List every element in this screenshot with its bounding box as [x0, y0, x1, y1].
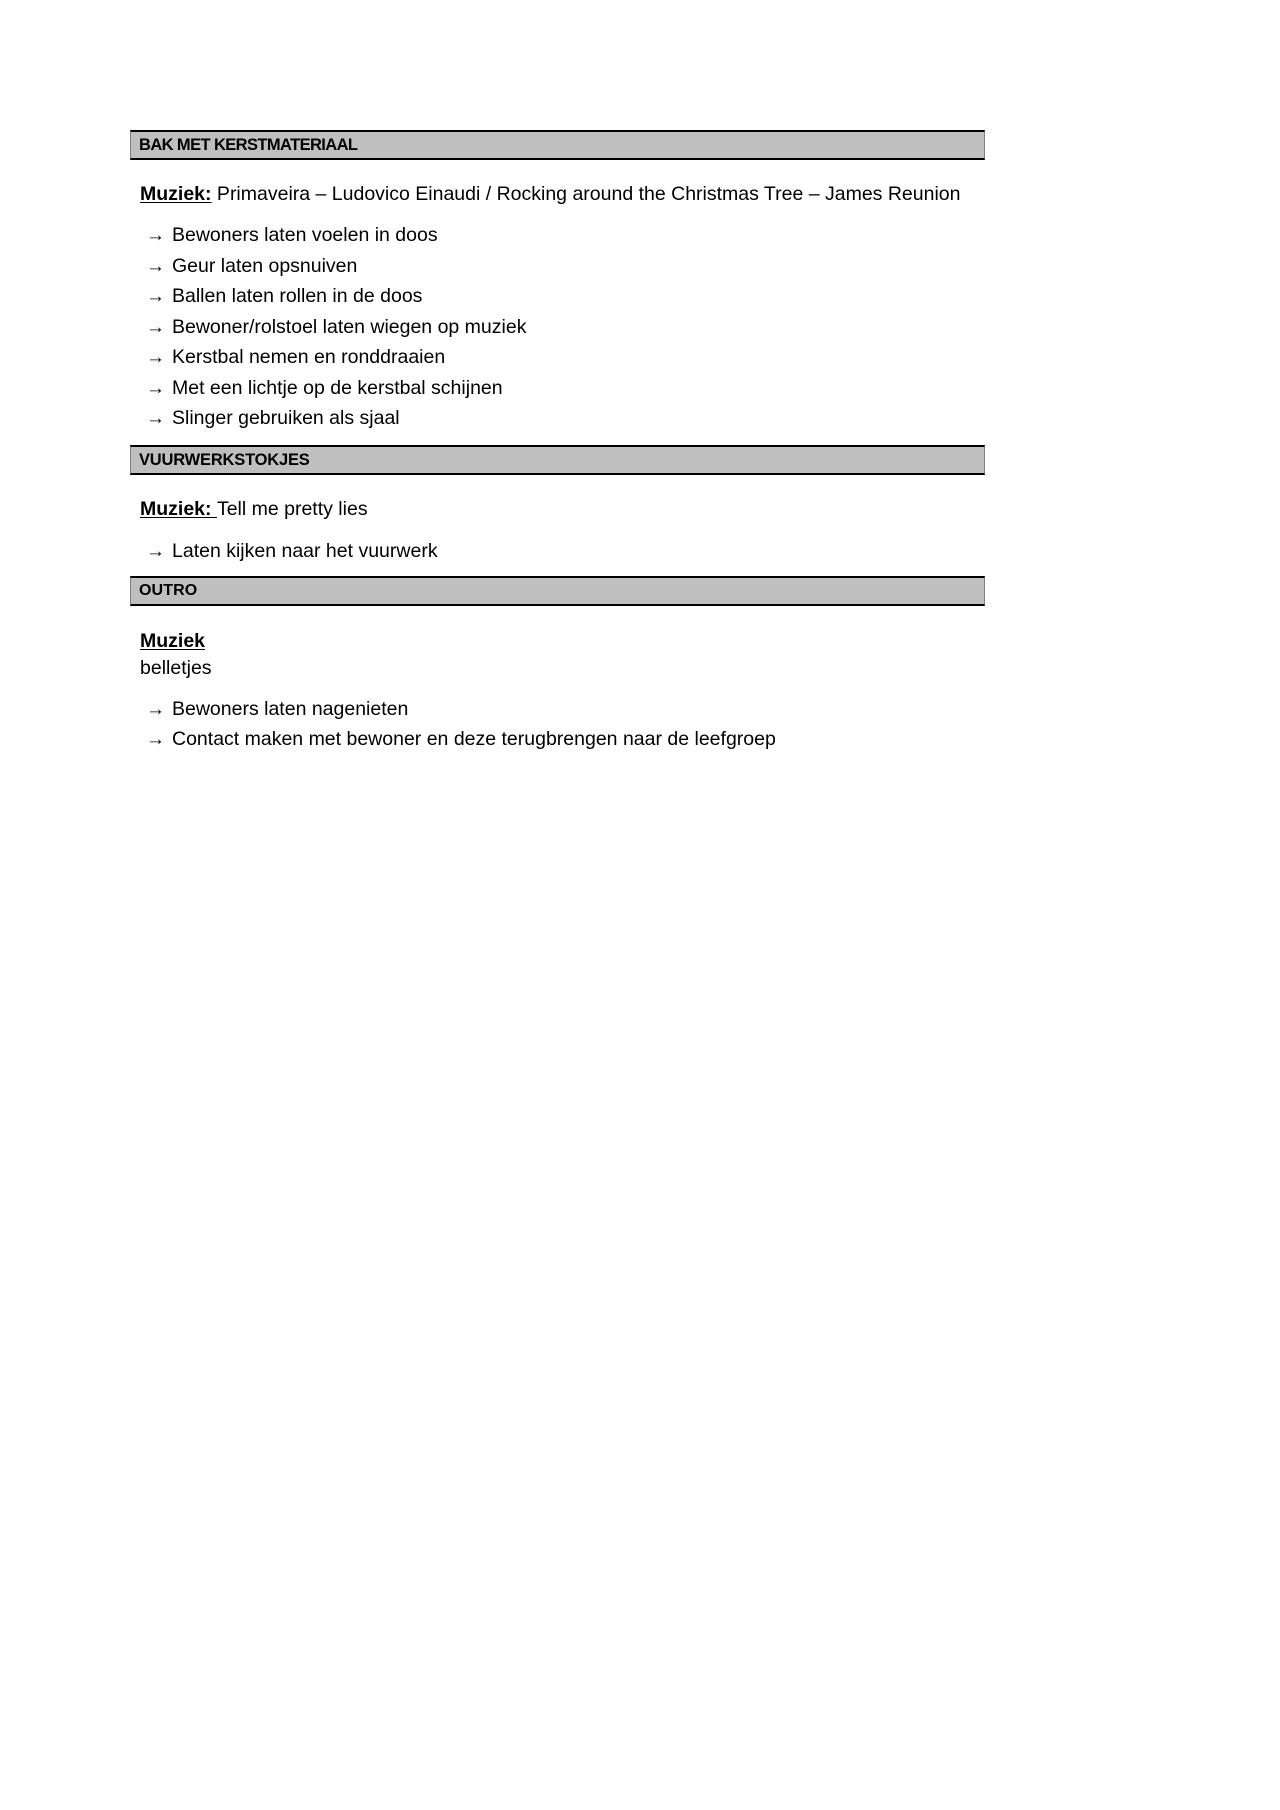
arrow-right-icon: →	[146, 729, 165, 751]
music-value: belletjes	[140, 656, 212, 679]
arrow-right-icon: →	[146, 347, 165, 369]
section-heading-label: OUTRO	[139, 582, 198, 600]
list-item	[146, 342, 985, 372]
list-item	[146, 220, 985, 250]
list-item-label: Bewoner/rolstoel laten wiegen op muziek	[172, 315, 527, 338]
spacer	[130, 433, 985, 445]
arrow-right-icon: →	[146, 255, 165, 277]
arrow-right-icon: →	[146, 316, 165, 338]
arrow-right-icon: →	[146, 408, 165, 430]
section-heading-outro	[130, 576, 985, 606]
section-heading-vuurwerkstokjes	[130, 445, 985, 475]
list-item	[146, 536, 985, 566]
list-item-label: Contact maken met bewoner en deze terugbrengen naar de leefgroep	[172, 728, 776, 751]
list-item-label: Kerstbal nemen en ronddraaien	[172, 346, 446, 369]
list-item	[146, 724, 985, 754]
section-heading-bak-met-kerstmateriaal	[130, 130, 985, 160]
document-body	[130, 130, 985, 755]
arrow-right-icon: →	[146, 377, 165, 399]
list-item	[146, 373, 985, 403]
list-item	[146, 312, 985, 342]
list-item	[146, 251, 985, 281]
music-value: Primaveira – Ludovico Einaudi / Rocking around the Christmas Tree – James Reunion	[211, 183, 961, 205]
music-label: Muziek	[140, 630, 206, 653]
music-label-row	[140, 629, 985, 653]
section-heading-label: BAK MET KERSTMATERIAAL	[139, 135, 358, 154]
music-line-vuurwerkstokjes	[140, 498, 985, 521]
list-item-label: Ballen laten rollen in de doos	[172, 285, 423, 308]
spacer	[130, 566, 985, 576]
list-item-label: Bewoners laten nagenieten	[172, 698, 409, 721]
arrow-right-icon: →	[146, 540, 165, 562]
list-item	[146, 694, 985, 724]
list-item-label: Met een lichtje op de kerstbal schijnen	[172, 376, 503, 399]
list-item-label: Slinger gebruiken als sjaal	[172, 407, 400, 430]
music-line-bak-met-kerstmateriaal	[140, 183, 985, 206]
arrow-right-icon: →	[146, 699, 165, 721]
list-item	[146, 281, 985, 311]
arrow-list-bak-met-kerstmateriaal	[130, 220, 985, 433]
arrow-list-outro	[130, 694, 985, 755]
arrow-right-icon: →	[146, 286, 165, 308]
list-item-label: Bewoners laten voelen in doos	[172, 224, 438, 247]
music-label: Muziek:	[140, 498, 217, 521]
list-item-label: Geur laten opsnuiven	[172, 254, 358, 277]
list-item-label: Laten kijken naar het vuurwerk	[172, 539, 438, 562]
music-value: Tell me pretty lies	[216, 498, 368, 521]
section-heading-label: VUURWERKSTOKJES	[139, 451, 310, 470]
arrow-list-vuurwerkstokjes	[130, 536, 985, 566]
arrow-right-icon: →	[146, 225, 165, 247]
list-item	[146, 403, 985, 433]
music-block-outro	[140, 629, 985, 680]
music-label: Muziek:	[140, 183, 212, 205]
